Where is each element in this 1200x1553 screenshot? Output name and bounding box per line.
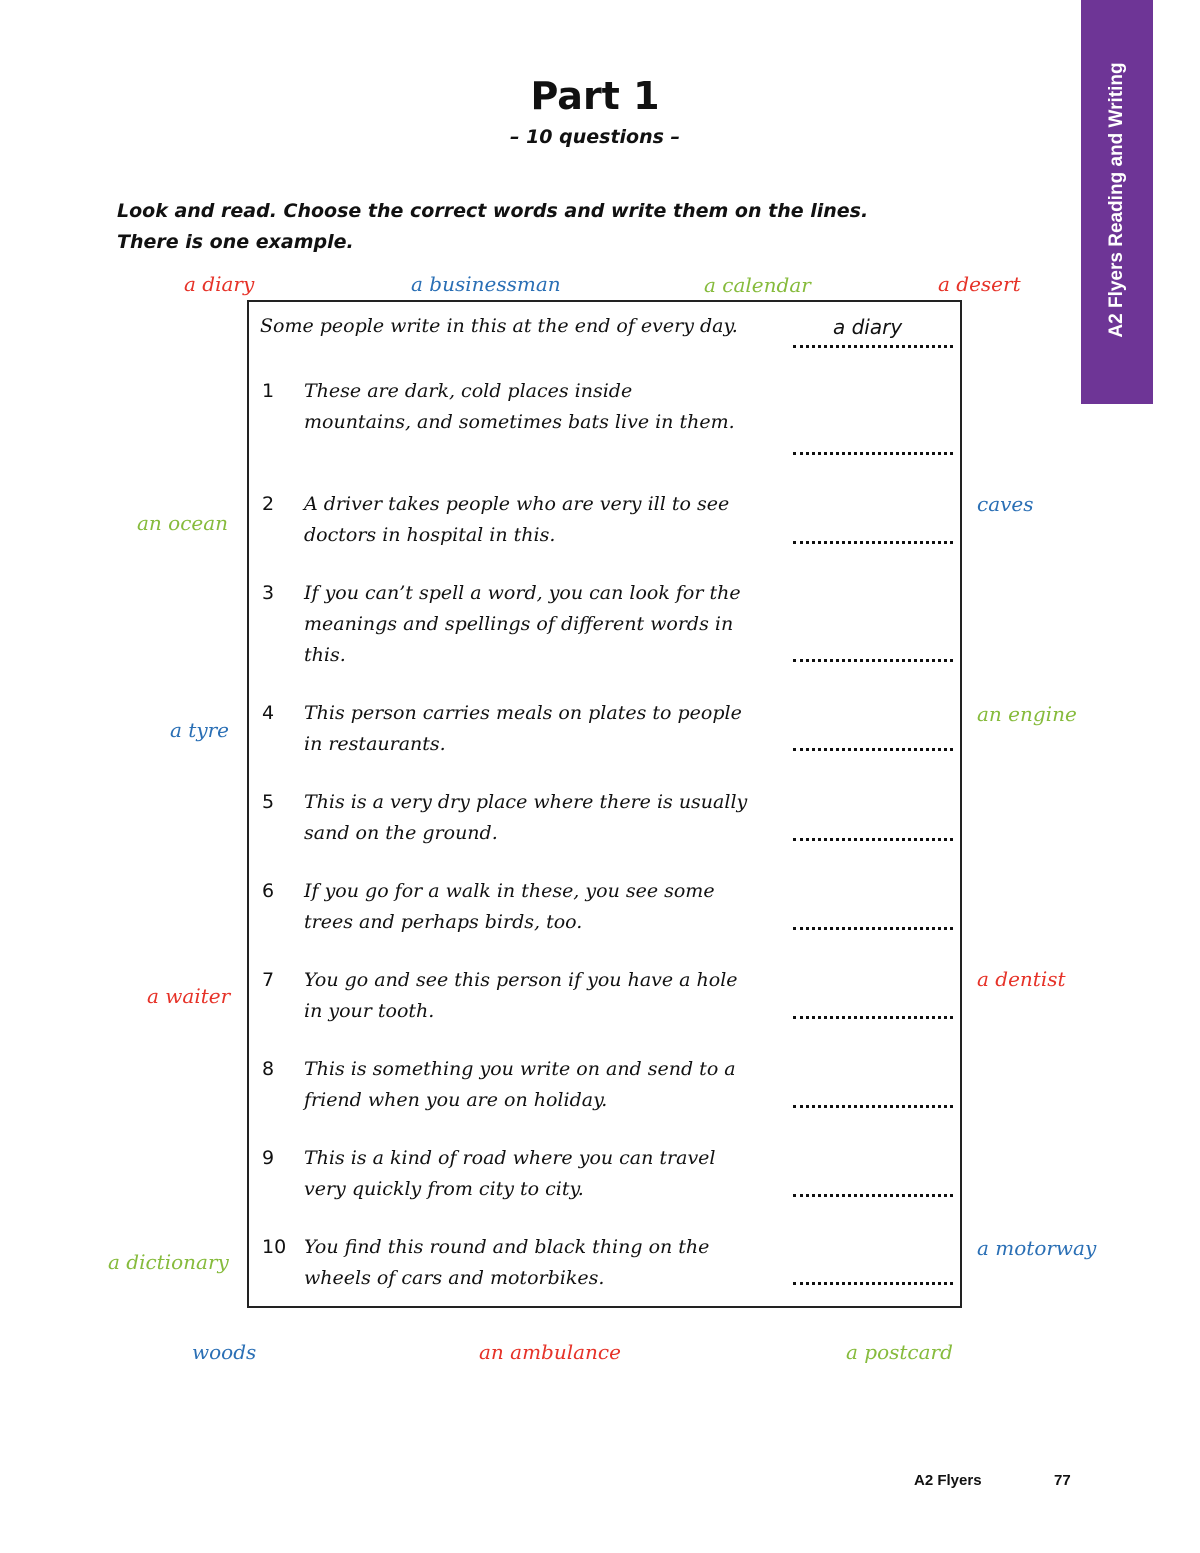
answer-line[interactable] bbox=[793, 452, 953, 455]
word-a-postcard: a postcard bbox=[846, 1340, 953, 1364]
question-text: You go and see this person if you have a hole in your tooth. bbox=[304, 969, 738, 1022]
question-text: A driver takes people who are very ill to see doctors in hospital in this. bbox=[304, 493, 730, 546]
word-an-ocean: an ocean bbox=[137, 511, 229, 535]
answer-line[interactable] bbox=[793, 748, 953, 751]
question-number: 2 bbox=[262, 493, 275, 515]
answer-line[interactable] bbox=[793, 659, 953, 662]
word-an-ambulance: an ambulance bbox=[479, 1340, 621, 1364]
question-number: 7 bbox=[262, 969, 275, 991]
answer-line[interactable] bbox=[793, 1194, 953, 1197]
page-subtitle: – 10 questions – bbox=[509, 126, 681, 148]
instructions-line-1: Look and read. Choose the correct words and write them on the lines. bbox=[117, 200, 869, 222]
instructions bbox=[117, 196, 1037, 258]
word-a-dentist: a dentist bbox=[977, 967, 1066, 991]
answer-line[interactable] bbox=[793, 1016, 953, 1019]
word-a-diary: a diary bbox=[184, 272, 255, 296]
word-a-desert: a desert bbox=[938, 272, 1021, 296]
answer-line[interactable] bbox=[793, 838, 953, 841]
answer-line[interactable] bbox=[793, 541, 953, 544]
question-number: 5 bbox=[262, 791, 275, 813]
instructions-line-2: There is one example. bbox=[117, 231, 354, 253]
question-text: This person carries meals on plates to people in restaurants. bbox=[304, 702, 742, 755]
question-text: This is a very dry place where there is usually sand on the ground. bbox=[304, 791, 748, 844]
word-caves: caves bbox=[977, 492, 1034, 516]
page-number: 77 bbox=[1054, 1472, 1071, 1489]
question-text: These are dark, cold places inside mountains, and sometimes bats live in them. bbox=[304, 380, 735, 433]
side-tab-label: A2 Flyers Reading and Writing bbox=[1106, 62, 1127, 338]
page-title: Part 1 bbox=[530, 74, 660, 118]
word-woods: woods bbox=[192, 1340, 257, 1364]
question-number: 8 bbox=[262, 1058, 275, 1080]
example-answer-line bbox=[793, 345, 953, 348]
word-a-waiter: a waiter bbox=[147, 984, 231, 1008]
question-number: 6 bbox=[262, 880, 275, 902]
question-number: 10 bbox=[262, 1236, 287, 1258]
example-answer: a diary bbox=[833, 315, 903, 339]
question-number: 4 bbox=[262, 702, 275, 724]
word-an-engine: an engine bbox=[977, 702, 1077, 726]
question-text: If you can’t spell a word, you can look for the meanings and spellings of different words in this. bbox=[304, 582, 741, 666]
word-a-motorway: a motorway bbox=[977, 1236, 1097, 1260]
word-a-dictionary: a dictionary bbox=[108, 1250, 229, 1274]
word-a-calendar: a calendar bbox=[704, 273, 811, 297]
question-number: 9 bbox=[262, 1147, 275, 1169]
answer-line[interactable] bbox=[793, 1282, 953, 1285]
question-text: You find this round and black thing on the wheels of cars and motorbikes. bbox=[304, 1236, 710, 1289]
footer-title: A2 Flyers bbox=[914, 1472, 982, 1489]
question-number: 3 bbox=[262, 582, 275, 604]
answer-line[interactable] bbox=[793, 1105, 953, 1108]
question-text: This is a kind of road where you can travel very quickly from city to city. bbox=[304, 1147, 716, 1200]
word-a-businessman: a businessman bbox=[411, 272, 561, 296]
question-number: 1 bbox=[262, 380, 275, 402]
example-text: Some people write in this at the end of every day. bbox=[260, 315, 738, 337]
question-text: This is something you write on and send to a friend when you are on holiday. bbox=[304, 1058, 736, 1111]
answer-line[interactable] bbox=[793, 927, 953, 930]
word-a-tyre: a tyre bbox=[170, 718, 230, 742]
question-text: If you go for a walk in these, you see some trees and perhaps birds, too. bbox=[304, 880, 715, 933]
